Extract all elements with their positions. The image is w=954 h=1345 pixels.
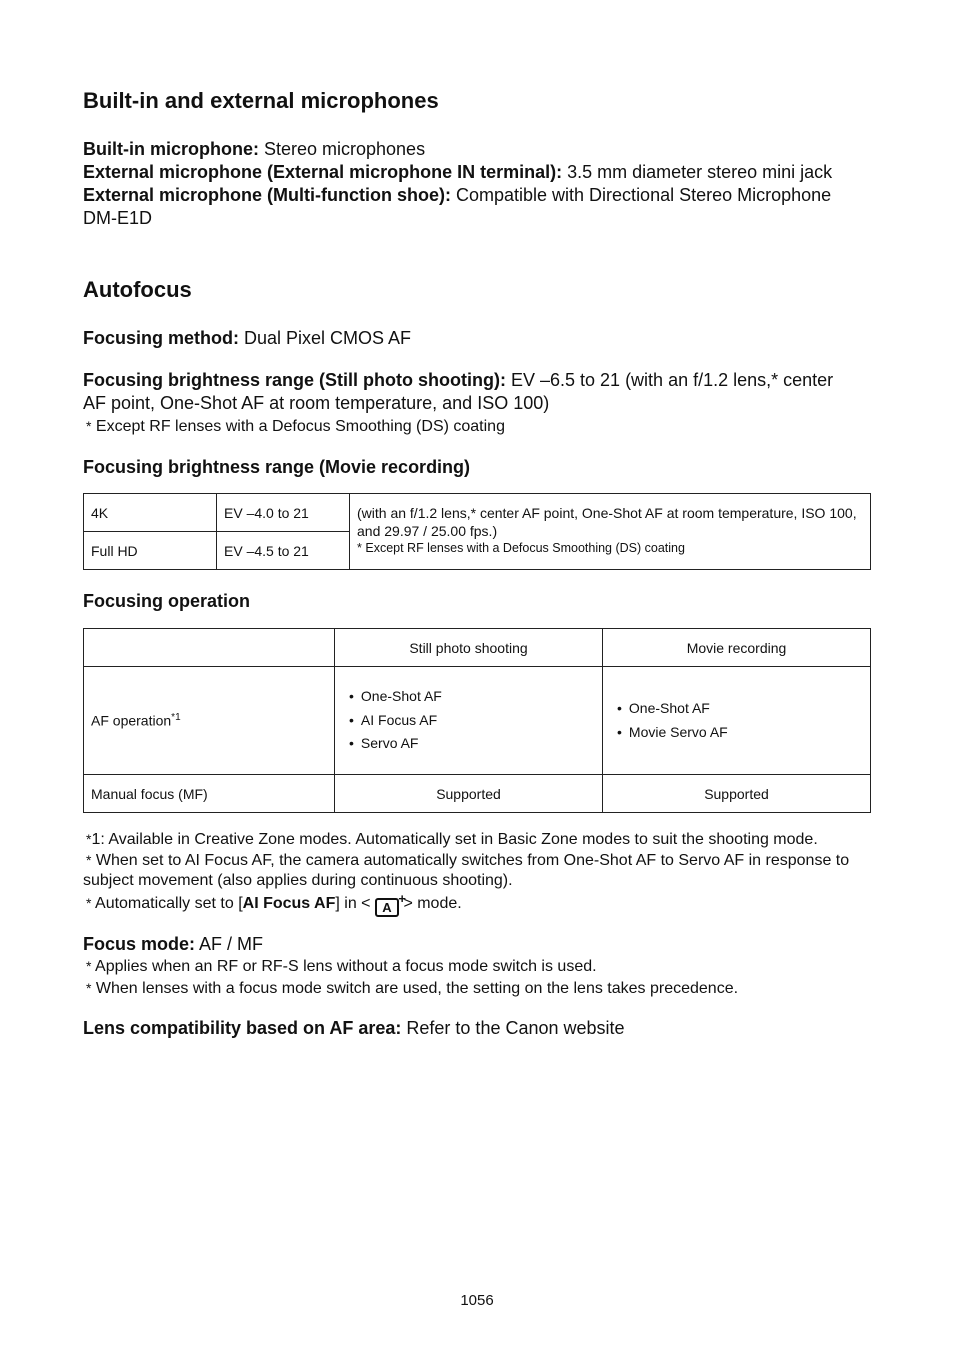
operation-table xyxy=(83,628,871,813)
note-asterisk: * xyxy=(86,418,92,434)
section-heading-microphones: Built-in and external microphones xyxy=(83,88,439,113)
focus-mode-label: Focus mode: xyxy=(83,934,196,954)
list-item: • Movie Servo AF xyxy=(617,721,863,745)
still-af-list xyxy=(349,685,595,756)
movie-af-cell xyxy=(603,667,871,775)
operation-note xyxy=(83,829,873,850)
operation-note-text: 1: Available in Creative Zone modes. Automatically set in Basic Zone modes to suit the shooting mode. xyxy=(91,831,818,848)
mf-label-cell: Manual focus (MF) xyxy=(84,775,335,813)
page-number: 1056 xyxy=(460,1292,494,1309)
table-row xyxy=(84,629,871,667)
mic-specs xyxy=(83,138,868,230)
ext-shoe-line xyxy=(83,184,868,230)
mf-still-cell: Supported xyxy=(335,775,603,813)
movie-range-cell: EV –4.5 to 21 xyxy=(217,532,350,570)
mf-movie-cell: Supported xyxy=(603,775,871,813)
af-operation-footnote-mark: *1 xyxy=(171,712,181,724)
note-asterisk: * xyxy=(86,831,92,847)
focusing-method-line xyxy=(83,327,411,350)
table-row xyxy=(84,494,871,532)
list-item: • Servo AF xyxy=(349,732,595,756)
ext-terminal-line xyxy=(83,161,868,184)
note-asterisk: * xyxy=(86,852,92,868)
focus-mode-value: AF / MF xyxy=(195,934,264,954)
list-item: • One-Shot AF xyxy=(617,697,863,721)
af-operation-label: AF operation xyxy=(91,712,172,729)
builtin-mic-label: Built-in microphone: xyxy=(83,139,259,159)
list-item: • AI Focus AF xyxy=(349,709,595,733)
movie-condition-note xyxy=(357,540,863,556)
focus-mode-note xyxy=(86,956,738,977)
operation-note xyxy=(83,850,873,891)
movie-af-list xyxy=(617,697,863,744)
header-cell-movie: Movie recording xyxy=(603,629,871,667)
focus-mode-note xyxy=(86,978,738,999)
focus-mode-note-text: Applies when an RF or RF-S lens without a focus mode switch is used. xyxy=(95,958,597,975)
still-range-label: Focusing brightness range (Still photo shooting): xyxy=(83,370,506,390)
header-cell-still: Still photo shooting xyxy=(335,629,603,667)
movie-range-cell: EV –4.0 to 21 xyxy=(217,494,350,532)
still-range-note-text: Except RF lenses with a Defocus Smoothing (DS) coating xyxy=(95,418,505,435)
builtin-mic-value: Stereo microphones xyxy=(258,139,426,159)
still-range-line xyxy=(83,369,843,415)
note-asterisk: * xyxy=(357,540,362,555)
builtin-mic-line xyxy=(83,138,868,161)
note-asterisk: * xyxy=(86,980,92,996)
lens-compat-value: Refer to the Canon website xyxy=(401,1018,625,1038)
auto-note-pre: Automatically set to [ xyxy=(95,895,243,912)
movie-range-table xyxy=(83,493,871,570)
auto-focus-note xyxy=(86,893,462,917)
still-af-cell xyxy=(335,667,603,775)
plus-icon: + xyxy=(398,891,406,906)
auto-note-bold: AI Focus AF xyxy=(242,895,336,912)
section-heading-autofocus: Autofocus xyxy=(83,277,192,302)
movie-condition-text: (with an f/1.2 lens,* center AF point, One-Shot AF at room temperature, ISO 100, and 29.97 / 25.00 fps.) xyxy=(357,504,857,539)
note-asterisk: * xyxy=(86,895,92,911)
operation-notes xyxy=(83,829,873,891)
movie-mode-cell: Full HD xyxy=(84,532,217,570)
movie-condition-note-text: Except RF lenses with a Defocus Smoothing (DS) coating xyxy=(365,540,685,555)
movie-range-heading: Focusing brightness range (Movie recording) xyxy=(83,457,471,477)
auto-note-mid: ] in < xyxy=(335,895,371,912)
table-row xyxy=(84,667,871,775)
focus-mode-note-text: When lenses with a focus mode switch are used, the setting on the lens takes precedence. xyxy=(95,980,739,997)
table-row xyxy=(84,775,871,813)
scene-intelligent-auto-icon-letter: A xyxy=(382,900,392,915)
list-item: • One-Shot AF xyxy=(349,685,595,709)
ext-terminal-value: 3.5 mm diameter stereo mini jack xyxy=(562,162,833,182)
auto-note-post: > mode. xyxy=(403,895,462,912)
header-cell-empty xyxy=(84,629,335,667)
operation-note-text: When set to AI Focus AF, the camera automatically switches from One-Shot AF to Servo AF in response to subject movement (also applies during continuous shooting). xyxy=(83,852,850,889)
lens-compat-line xyxy=(83,1017,625,1040)
operation-heading: Focusing operation xyxy=(83,591,251,611)
still-range-note xyxy=(86,416,505,437)
focusing-method-value: Dual Pixel CMOS AF xyxy=(239,328,412,348)
note-asterisk: * xyxy=(86,958,92,974)
still-range-value: EV –6.5 to 21 (with an f/1.2 lens,* center AF point, One-Shot AF at room temperature, and ISO 100) xyxy=(83,370,834,413)
movie-condition-cell xyxy=(350,494,871,570)
ext-terminal-label: External microphone (External microphone IN terminal): xyxy=(83,162,563,182)
ext-shoe-value: Compatible with Directional Stereo Microphone DM-E1D xyxy=(83,185,832,228)
scene-intelligent-auto-icon xyxy=(375,891,406,917)
focus-mode-notes xyxy=(86,956,738,999)
movie-mode-cell: 4K xyxy=(84,494,217,532)
focusing-method-label: Focusing method: xyxy=(83,328,239,348)
lens-compat-label: Lens compatibility based on AF area: xyxy=(83,1018,402,1038)
focus-mode-line xyxy=(83,933,263,956)
ext-shoe-label: External microphone (Multi-function shoe): xyxy=(83,185,451,205)
af-operation-cell xyxy=(84,667,335,775)
